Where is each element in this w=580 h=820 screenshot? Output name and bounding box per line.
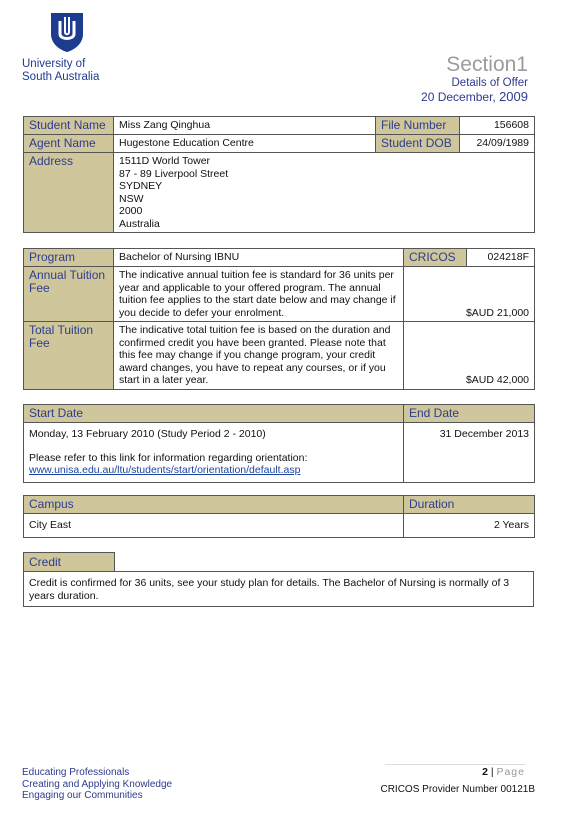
campus-label: Campus [24,496,404,514]
orientation-text: Please refer to this link for information regarding orientation: [29,451,308,464]
campus-table [23,495,535,538]
program-value: Bachelor of Nursing IBNU [114,249,404,267]
address-value: 1511D World Tower 87 - 89 Liverpool Street SYDNEY NSW 2000 Australia [114,153,535,233]
page-number: 2 | Page [482,766,525,778]
credit-text: Credit is confirmed for 36 units, see your study plan for details. The Bachelor of Nursing is normally of 3 years duration. [23,571,534,607]
credit-section [23,552,534,607]
footer-tagline: Educating Professionals Creating and Applying Knowledge Engaging our Communities [22,767,173,801]
agent-name-value: Hugestone Education Centre [114,135,376,153]
student-details-table [23,116,535,233]
student-dob-value: 24/09/1989 [460,135,535,153]
duration-label: Duration [404,496,535,514]
agent-name-label: Agent Name [24,135,114,153]
student-name-label: Student Name [24,117,114,135]
program-label: Program [24,249,114,267]
footer-divider [385,764,525,765]
annual-fee-label: Annual Tuition Fee [24,267,114,322]
cricos-provider-number: CRICOS Provider Number 00121B [380,784,535,795]
duration-value: 2 Years [404,514,535,538]
address-label: Address [24,153,114,233]
start-date-cell [24,423,404,483]
end-date-label: End Date [404,405,535,423]
annual-fee-amount: $AUD 21,000 [404,267,535,322]
offer-date: 20 December, 2009 [421,89,528,104]
credit-label: Credit [23,552,115,571]
offer-header [421,54,528,104]
program-table [23,248,535,390]
unisa-logo [22,12,142,84]
dates-table [23,404,535,483]
start-date-value: Monday, 13 February 2010 (Study Period 2 - 2010) [29,428,266,440]
annual-fee-description: The indicative annual tuition fee is standard for 36 units per year and applicable to your offered program. The annual tuition fee applies to the start date below and may change if you decide to defer your enrolment. [114,267,404,322]
offer-subtitle: Details of Offer [451,77,528,89]
total-fee-amount: $AUD 42,000 [404,322,535,390]
university-name: University of South Australia [22,58,100,83]
end-date-value: 31 December 2013 [404,423,535,483]
student-dob-label: Student DOB [376,135,460,153]
file-number-value: 156608 [460,117,535,135]
section-title: Section1 [446,53,528,76]
unisa-crest-icon [50,12,84,52]
orientation-link[interactable]: www.unisa.edu.au/ltu/students/start/orientation/default.asp [29,464,301,476]
campus-value: City East [24,514,404,538]
cricos-value: 024218F [467,249,535,267]
cricos-label: CRICOS [404,249,467,267]
file-number-label: File Number [376,117,460,135]
total-fee-label: Total Tuition Fee [24,322,114,390]
start-date-label: Start Date [24,405,404,423]
total-fee-description: The indicative total tuition fee is based on the duration and confirmed credit you have been granted. Please note that this fee may change if you change program, your credit award changes, you have to repeat any courses, or if you start in a later year. [114,322,404,390]
student-name-value: Miss Zang Qinghua [114,117,376,135]
